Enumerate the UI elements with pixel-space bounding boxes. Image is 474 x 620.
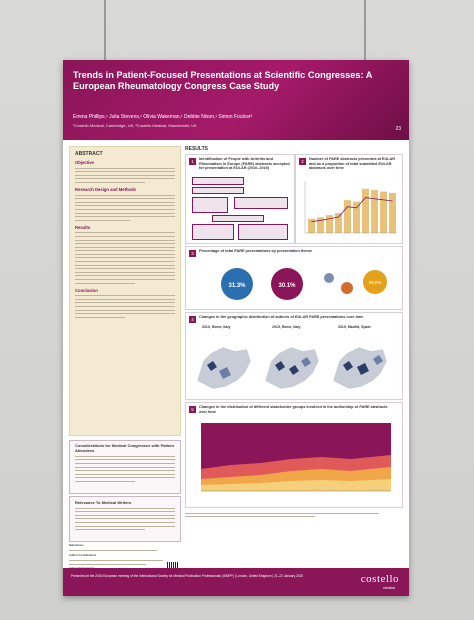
bar-2012 <box>326 215 333 233</box>
panel-number-1: 1 <box>189 158 196 165</box>
poster-affiliations: ¹Costello Medical, Cambridge, UK; ²Costello Medical, Manchester, UK <box>73 123 197 128</box>
panel-number-5: 5 <box>189 406 196 413</box>
costello-logo-sub: medical <box>382 586 395 590</box>
objective-text <box>75 168 175 183</box>
relevance-heading: Relevance To Medical Writers <box>75 500 132 505</box>
poster-header <box>63 60 409 140</box>
bar-2016 <box>362 189 369 233</box>
bar-2019 <box>389 193 396 233</box>
panel-number-3: 3 <box>189 250 196 257</box>
panel-number-2: 2 <box>299 158 306 165</box>
theme-bubbles <box>189 258 399 308</box>
conclusion-text <box>75 295 175 318</box>
europe-maps <box>189 331 399 395</box>
abstract-heading: ABSTRACT <box>75 151 103 157</box>
panel4-title: Changes in the geographic distribution of authors of EULAR PARE presentations over time <box>199 315 364 319</box>
panel-stakeholders <box>185 402 403 508</box>
hanging-clip-right <box>364 0 366 62</box>
bar-2013 <box>335 213 342 233</box>
flow-box-4 <box>234 197 288 209</box>
flow-box-7 <box>238 224 288 240</box>
bubble-5-label: 29.6% <box>368 280 382 285</box>
relevance-text <box>75 508 175 531</box>
panel-number-4: 4 <box>189 316 196 323</box>
panel3-title: Percentage of total PARE presentations by presentation theme <box>199 249 313 253</box>
relevance-box <box>69 496 181 542</box>
considerations-text <box>75 456 175 482</box>
objective-heading: Objective <box>75 160 94 165</box>
poster-authors: Emma Phillips,¹ Julia Stevens,¹ Olivia Wakeman,¹ Debbie Nixon,¹ Simon Foulcer² <box>73 114 253 120</box>
costello-logo: costello <box>360 573 399 585</box>
results-text <box>75 232 175 283</box>
considerations-box <box>69 440 181 494</box>
left-column <box>69 146 181 566</box>
bar-2017 <box>371 190 378 233</box>
poster-footer <box>63 568 409 596</box>
panel-maps <box>185 312 403 400</box>
bar-2014 <box>344 200 351 233</box>
map-label-2015: 2015, Rome, Italy <box>272 325 301 329</box>
references-heading: References <box>69 544 84 547</box>
considerations-heading: Considerations for Medical Congresses with Patient Attendees <box>75 443 174 453</box>
research-design-heading: Research Design and Methods <box>75 186 136 192</box>
poster <box>63 60 409 596</box>
footer-text: Presented at the 2020 European meeting of the International Society for Medical Publication Professionals (ISMPP) | London, United Kingdom | 21–22 January 2020 <box>71 574 304 578</box>
bar-2015 <box>353 202 360 233</box>
bubble-2-label: 30.1% <box>278 283 296 289</box>
panel2-title: Number of PARE abstracts presented at EULAR and as a proportion of total submitted EULAR abstracts over time <box>309 157 396 170</box>
flow-box-2 <box>192 187 244 194</box>
bubble-3 <box>324 273 334 283</box>
flow-box-5 <box>212 215 264 222</box>
map-label-2019: 2019, Madrid, Spain <box>338 325 371 329</box>
hanging-clip-left <box>104 0 106 62</box>
bar-chart <box>299 177 399 241</box>
results-subheading: Results <box>75 224 91 230</box>
research-design-text <box>75 195 175 221</box>
poster-title: Trends in Patient-Focused Presentations at Scientific Congresses: A European Rheumatology Congress Case Study <box>73 70 373 91</box>
panel5-title: Changes in the distribution of different stakeholder groups involved in the authorship of PARE abstracts over time <box>199 405 388 414</box>
bubble-4 <box>341 282 353 294</box>
flow-box-3 <box>192 197 228 213</box>
results-heading: RESULTS <box>185 146 208 152</box>
map-2010 <box>197 347 251 389</box>
bar-2018 <box>380 192 387 233</box>
panel-themes <box>185 246 403 310</box>
conclusion-heading: Conclusion <box>75 287 98 293</box>
map-label-2010: 2010, Rome, Italy <box>202 325 231 329</box>
panel1-title: Identification of People with Arthritis and Rheumatism in Europe (PARE) abstracts accepted for presentation at EULAR (2010–2019) <box>199 157 290 170</box>
flow-box-6 <box>192 224 234 240</box>
panel-flowchart <box>185 154 295 244</box>
poster-number: 23 <box>395 126 401 132</box>
panel-bar-chart <box>295 154 403 244</box>
results-column <box>185 146 403 566</box>
bubble-1-label: 31.3% <box>228 283 246 289</box>
results-footnote <box>185 510 401 520</box>
stakeholder-area-chart <box>191 419 397 503</box>
abstract-box <box>69 146 181 436</box>
flow-box-1 <box>192 177 244 185</box>
author-contributions-heading: Author Contributions <box>69 553 97 557</box>
